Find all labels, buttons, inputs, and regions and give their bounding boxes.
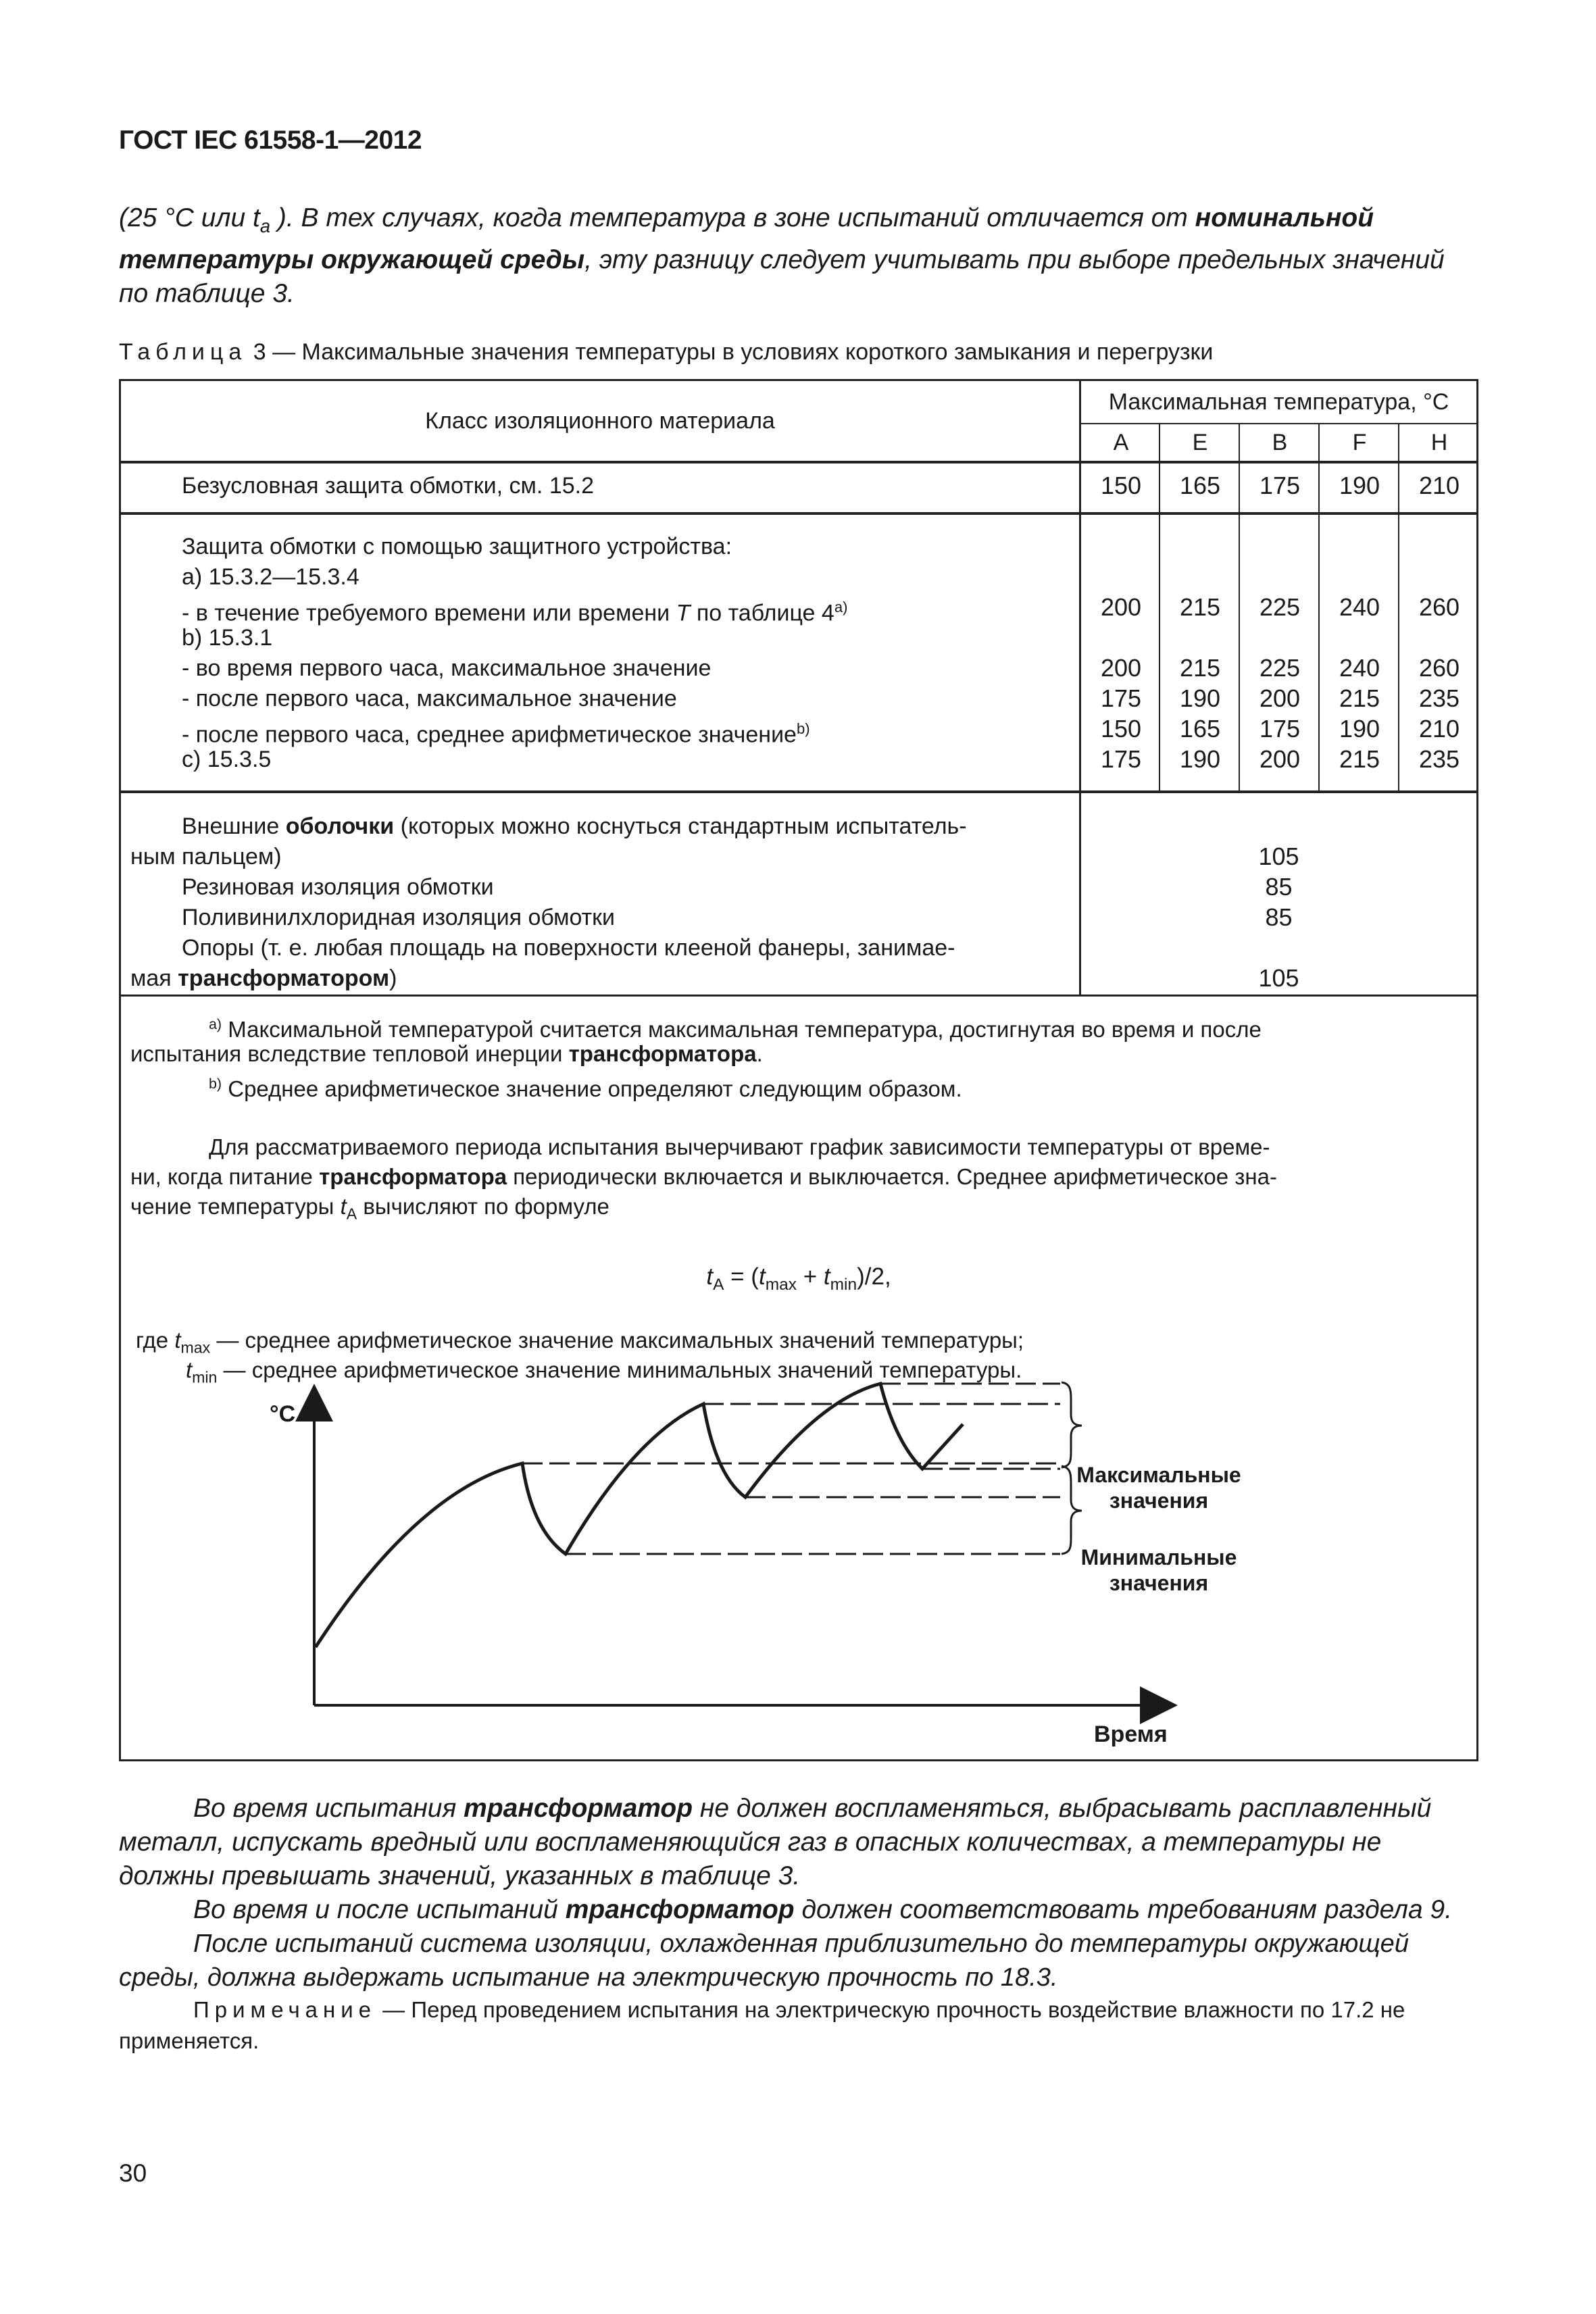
g3-r3-label: Поливинилхлоридная изоляция обмотки: [182, 905, 616, 930]
b3-a: 150: [1100, 715, 1142, 743]
intro-bold-term: номинальной температуры окружающей среды: [119, 203, 1374, 274]
b1-f: 240: [1339, 654, 1380, 682]
intro-ta: t: [253, 203, 260, 232]
b3-text: - после первого часа, среднее арифметическое значение: [182, 722, 797, 748]
b2-f: 215: [1339, 684, 1380, 712]
y-axis-label: °С: [270, 1401, 296, 1427]
max-brace: [1062, 1382, 1082, 1467]
b2-h: 235: [1418, 684, 1460, 712]
header-class: Класс изоляционного материала: [425, 408, 775, 434]
max-label-1: Максимальные: [1076, 1463, 1241, 1487]
min-label-2: значения: [1109, 1571, 1209, 1595]
fa-mark: a): [209, 1016, 222, 1032]
c-label: c) 15.3.5: [182, 747, 272, 772]
body-p2-bold: трансформатор: [565, 1895, 795, 1924]
g3-r2-value: 85: [1265, 873, 1293, 901]
g3-r3-value: 85: [1265, 903, 1293, 931]
header-class-a: A: [1113, 430, 1129, 455]
a1-e: 215: [1179, 593, 1221, 621]
c-h: 235: [1418, 745, 1460, 773]
temperature-curve: [316, 1384, 963, 1647]
b3-h: 210: [1418, 715, 1460, 743]
b3-footnote-mark: b): [796, 720, 810, 737]
temperature-table: [119, 379, 1478, 1761]
header-class-e: E: [1192, 430, 1208, 455]
g3-r1-a: Внешние: [182, 813, 286, 839]
row1-f: 190: [1339, 472, 1380, 499]
x-axis-label: Время: [1094, 1721, 1168, 1747]
table-caption-word: Таблица: [119, 339, 247, 365]
row1-label: Безусловная защита обмотки, см. 15.2: [182, 473, 594, 499]
b1-e: 215: [1179, 654, 1221, 682]
fa-text1: Максимальной температурой считается максимальная температура, достигнутая во время и после: [222, 1017, 1262, 1042]
m2a: ни, когда питание: [130, 1164, 320, 1189]
g3-r1-bold: оболочки: [285, 813, 395, 839]
row1-b: 175: [1259, 472, 1301, 499]
b1-h: 260: [1418, 654, 1460, 682]
row1-h: 210: [1418, 472, 1460, 499]
table-caption: [119, 339, 1213, 366]
body-p1c: не должен воспламеняться, выбрасывать расплавленный металл, испускать вредный или воспламеняющийся газ в опасных количествах, а температуры не должны превышать значений, указанных в таблице 3.: [119, 1794, 1432, 1890]
intro-text-1: (25 °С или: [119, 203, 253, 232]
fb-text: Среднее арифметическое значение определяют следующим образом.: [222, 1076, 962, 1101]
w2-text: — среднее арифметическое значение минимальных значений температуры.: [217, 1357, 1022, 1382]
body-p1a: Во время испытания: [193, 1794, 464, 1823]
a1-b: 225: [1259, 593, 1301, 621]
m2c: периодически включается и выключается. Среднее арифметическое зна-: [507, 1164, 1277, 1189]
b2-a: 175: [1100, 684, 1142, 712]
min-label-1: Минимальные: [1080, 1545, 1237, 1569]
note-text: — Перед проведением испытания на электрическую прочность воздействие влажности по 17.2 не применяется.: [119, 1997, 1405, 2053]
header-class-h: H: [1430, 430, 1448, 455]
group2-b-ref: b) 15.3.1: [182, 625, 273, 651]
w1-sub: max: [180, 1338, 211, 1357]
f-min: min: [830, 1276, 857, 1294]
c-f: 215: [1339, 745, 1380, 773]
c-a: 175: [1100, 745, 1142, 773]
header-max-temp: Максимальная температура, °С: [1108, 389, 1449, 415]
max-label-2: значения: [1109, 1488, 1209, 1513]
g3-r4-line1: Опоры (т. е. любая площадь на поверхности клееной фанеры, занимае-: [182, 935, 955, 961]
g3-r4-bold: трансформатором: [178, 965, 390, 991]
body-p1-bold: трансформатор: [464, 1794, 693, 1823]
m3b: вычисляют по формуле: [357, 1194, 609, 1219]
a1-footnote-mark: a): [834, 599, 848, 615]
b1-a: 200: [1100, 654, 1142, 682]
g3-r4-value: 105: [1258, 964, 1299, 992]
note: [119, 1994, 1477, 2057]
b3-b: 175: [1259, 715, 1301, 743]
b2-b: 200: [1259, 684, 1301, 712]
f-end: )/2,: [857, 1263, 891, 1290]
g3-r2-label: Резиновая изоляция обмотки: [182, 874, 494, 900]
g3-r1-line2: ным пальцем): [130, 844, 282, 870]
body-paragraph-2: [119, 1893, 1477, 1927]
fb-mark: b): [209, 1076, 222, 1092]
m2b: трансформатора: [319, 1164, 507, 1189]
body-paragraph-3: После испытаний система изоляции, охлажденная приблизительно до температуры окружающей среды, должна выдержать испытание на электрическую прочность по 18.3.: [119, 1930, 1409, 1992]
row1-a: 150: [1100, 472, 1142, 499]
intro-text-2: ). В тех случаях, когда температура в зоне испытаний отличается от: [270, 203, 1195, 232]
m3-t: t: [340, 1194, 347, 1219]
c-b: 200: [1259, 745, 1301, 773]
g3-r4-d: ): [389, 965, 397, 991]
a1-a: 200: [1100, 593, 1142, 621]
f-plus: +: [796, 1263, 824, 1290]
body-p2a: Во время и после испытаний: [193, 1895, 566, 1924]
w2-sub: min: [192, 1368, 218, 1386]
fa-end: .: [756, 1041, 763, 1066]
b2-label: - после первого часа, максимальное значение: [182, 686, 677, 711]
group2-a-ref: a) 15.3.2—15.3.4: [182, 564, 359, 590]
b2-e: 190: [1179, 684, 1221, 712]
where-word: где: [136, 1328, 169, 1353]
table-caption-text: 3 — Максимальные значения температуры в условиях короткого замыкания и перегрузки: [247, 339, 1214, 365]
intro-ta-sub: a: [259, 215, 271, 236]
header-class-b: B: [1272, 430, 1288, 455]
method-line1: Для рассматриваемого периода испытания вычерчивают график зависимости температуры от време-: [209, 1134, 1270, 1159]
temperature-time-chart: [121, 381, 1476, 1759]
b1-b: 225: [1259, 654, 1301, 682]
w2-t: t: [186, 1357, 193, 1382]
f-t: t: [706, 1263, 714, 1290]
m3a: чение температуры: [130, 1194, 341, 1219]
a1-text2: по таблице 4: [690, 600, 834, 626]
c-e: 190: [1179, 745, 1221, 773]
group2-title: Защита обмотки с помощью защитного устройства:: [182, 534, 732, 559]
body-paragraph-1: [119, 1792, 1477, 1893]
header-class-f: F: [1352, 430, 1367, 455]
w1-t: t: [174, 1328, 181, 1353]
document-header: ГОСТ IEC 61558-1—2012: [119, 126, 422, 155]
g3-r1-value: 105: [1258, 842, 1299, 870]
m3-sub: A: [346, 1205, 357, 1223]
f-max: max: [765, 1276, 797, 1294]
row1-e: 165: [1179, 472, 1221, 499]
b1-label: - во время первого часа, максимальное значение: [182, 655, 712, 681]
a1-h: 260: [1418, 593, 1460, 621]
note-word: Примечание: [193, 1997, 377, 2022]
a1-f: 240: [1339, 593, 1380, 621]
f-t2: t: [758, 1263, 766, 1290]
intro-text-3: , эту разницу следует учитывать при выборе предельных значений по таблице 3.: [119, 245, 1445, 308]
g3-r4-b: мая: [130, 965, 178, 991]
page-number: 30: [119, 2159, 147, 2187]
f-mid: = (: [724, 1263, 759, 1290]
w1-text: — среднее арифметическое значение максимальных значений температуры;: [210, 1328, 1024, 1353]
b3-f: 190: [1339, 715, 1380, 743]
reference-dashes: [522, 1384, 1060, 1554]
fa-bold: трансформатора: [568, 1041, 757, 1066]
b3-e: 165: [1179, 715, 1221, 743]
a1-T: T: [676, 600, 691, 626]
f-a: A: [713, 1276, 724, 1294]
g3-r1-c: (которых можно коснуться стандартным испытатель-: [394, 813, 967, 839]
a1-text: - в течение требуемого времени или времени: [182, 600, 676, 626]
intro-paragraph: [119, 201, 1477, 311]
f-t3: t: [823, 1263, 830, 1290]
body-p2c: должен соответствовать требованиям раздела 9.: [794, 1895, 1453, 1924]
fa-text2: испытания вследствие тепловой инерции: [130, 1041, 569, 1066]
